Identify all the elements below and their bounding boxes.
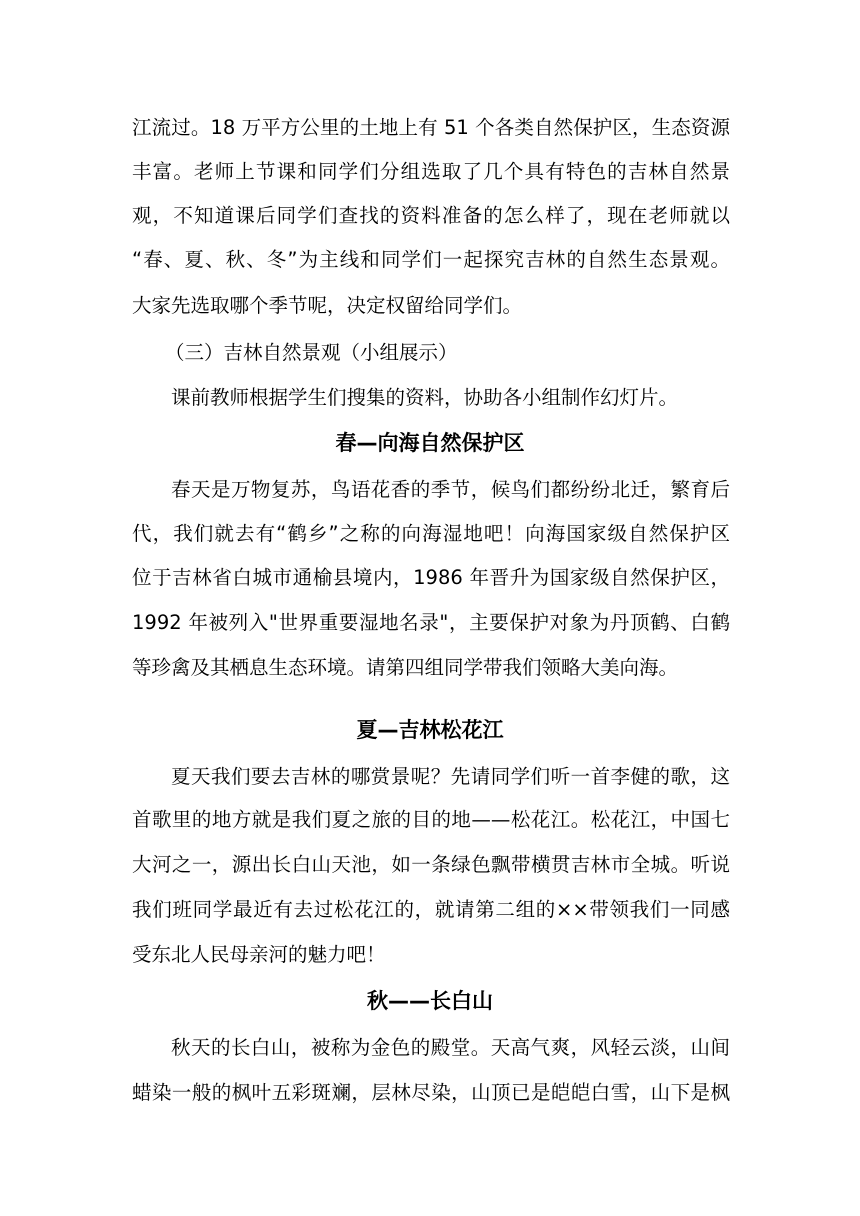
paragraph-line: 1992 年被列入"世界重要湿地名录"，主要保护对象为丹顶鹤、白鹤 [132,611,730,634]
paragraph-line: 蜡染一般的枫叶五彩斑斓，层林尽染，山顶已是皑皑白雪，山下是枫 [132,1081,730,1104]
paragraph-line: 受东北人民母亲河的魅力吧！ [132,943,386,966]
paragraph-line: 首歌里的地方就是我们夏之旅的目的地——松花江。松花江，中国七 [132,808,730,831]
paragraph-line: 位于吉林省白城市通榆县境内，1986 年晋升为国家级自然保护区， [132,566,730,589]
paragraph-line: 大家先选取哪个季节呢，决定权留给同学们。 [132,294,523,317]
summer-heading: 夏—吉林松花江 [356,718,504,742]
paragraph-line: 春天是万物复苏，鸟语花香的季节，候鸟们都纷纷北迁，繁育后 [171,478,730,501]
paragraph-line: 代，我们就去有“鹤乡”之称的向海湿地吧！向海国家级自然保护区 [132,522,730,545]
paragraph-line: “春、夏、秋、冬”为主线和同学们一起探究吉林的自然生态景观。 [132,248,730,271]
paragraph-line: 等珍禽及其栖息生态环境。请第四组同学带我们领略大美向海。 [132,656,679,679]
autumn-heading: 秋——长白山 [367,989,493,1013]
paragraph-line: 观，不知道课后同学们查找的资料准备的怎么样了，现在老师就以 [132,204,730,227]
intro-line: 课前教师根据学生们搜集的资料，协助各小组制作幻灯片。 [171,386,679,409]
section-heading: （三）吉林自然景观（小组展示） [165,341,458,364]
paragraph-line: 江流过。18 万平方公里的土地上有 51 个各类自然保护区，生态资源 [132,116,730,139]
paragraph-line: 夏天我们要去吉林的哪赏景呢？先请同学们听一首李健的歌，这 [171,765,730,788]
paragraph-line: 丰富。老师上节课和同学们分组选取了几个具有特色的吉林自然景 [132,160,730,183]
paragraph-line: 我们班同学最近有去过松花江的，就请第二组的××带领我们一同感 [132,898,730,921]
spring-heading: 春—向海自然保护区 [335,431,525,455]
paragraph-line: 大河之一，源出长白山天池，如一条绿色飘带横贯吉林市全城。听说 [132,853,730,876]
paragraph-line: 秋天的长白山，被称为金色的殿堂。天高气爽，风轻云淡，山间 [171,1036,730,1059]
